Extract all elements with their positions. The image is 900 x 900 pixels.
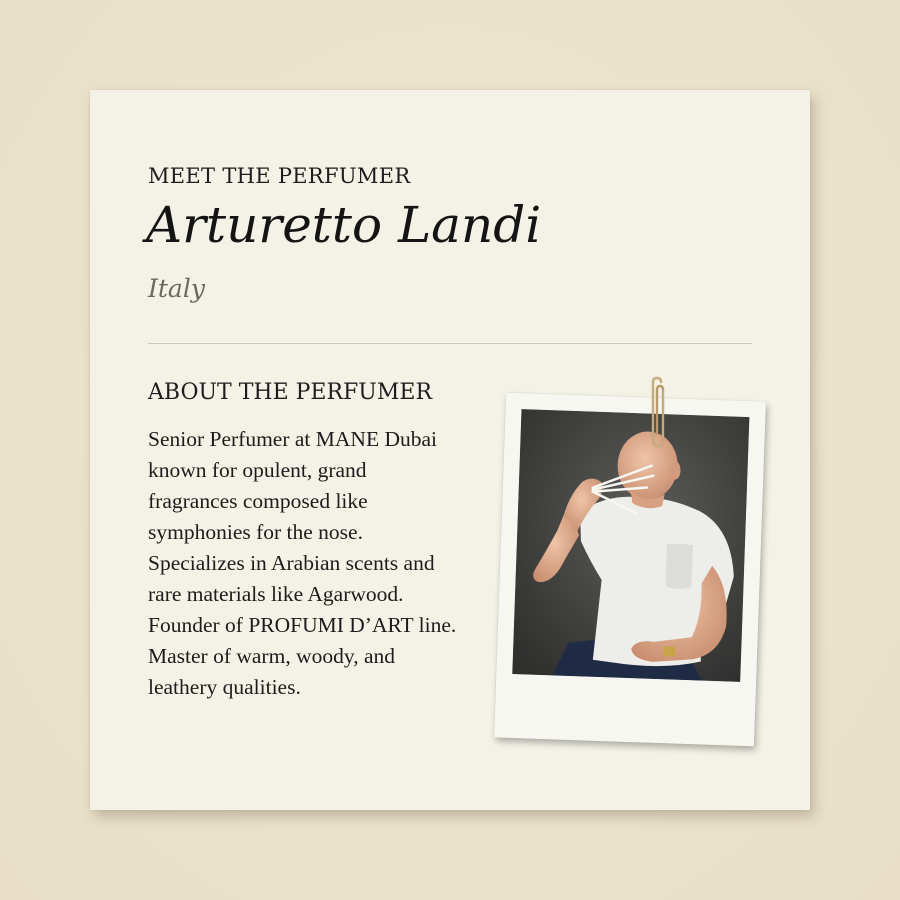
perfumer-card <box>90 90 810 810</box>
bio-line: Senior Perfumer at MANE Dubai <box>148 427 437 451</box>
bio-line: fragrances composed like <box>148 489 368 513</box>
bio-line: symphonies for the nose. <box>148 520 363 544</box>
bio-line: rare materials like Agarwood. <box>148 582 404 606</box>
bio-line: leathery qualities. <box>148 675 301 699</box>
bio-line: Founder of PROFUMI D’ART line. <box>148 613 457 637</box>
bio-line: known for opulent, grand <box>148 458 367 482</box>
bio-line: Master of warm, woody, and <box>148 644 395 668</box>
about-heading: ABOUT THE PERFUMER <box>148 380 433 405</box>
paperclip-icon <box>646 376 668 456</box>
portrait-illustration <box>512 409 749 682</box>
section-divider <box>148 343 752 344</box>
perfumer-country: Italy <box>148 274 205 303</box>
bio-line: Specializes in Arabian scents and <box>148 551 435 575</box>
perfumer-bio <box>148 424 503 703</box>
polaroid-photo <box>494 393 766 747</box>
perfumer-portrait <box>512 409 749 682</box>
section-eyebrow: MEET THE PERFUMER <box>148 164 411 188</box>
perfumer-name: Arturetto Landi <box>146 196 542 254</box>
